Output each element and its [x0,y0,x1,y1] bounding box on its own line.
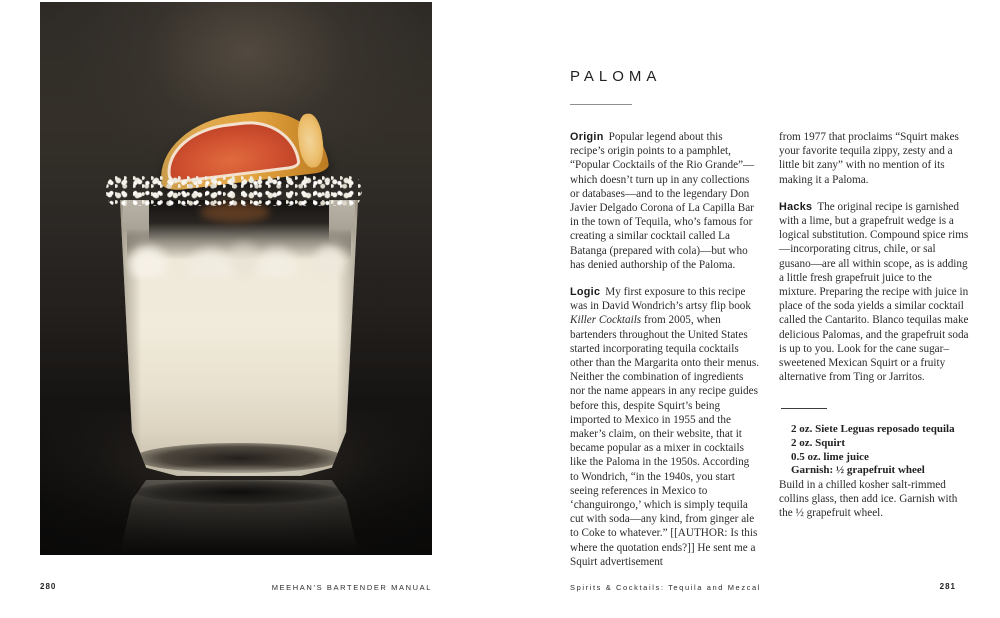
page-number-left: 280 [40,582,57,591]
logic-text-pre: My first exposure to this recipe was in David Wondrich’s artsy flip book [570,286,751,313]
running-footer-left: MEEHAN’S BARTENDER MANUAL [271,583,432,592]
ingredient-line: Garnish: ½ grapefruit wheel [791,464,925,477]
hacks-text: The original recipe is garnished with a lime, but a grapefruit wedge is a logical substitution. Compound spice rims—incorporating citrus, chile, or sal gusano—are all within scope, as is adding a little fresh grapefruit juice to the mixture. Preparing the recipe with juice in place of the soda yields a similar cocktail called the Cantarito. Blanco tequilas make delicious Palomas, and the grapefruit soda is up to you. Look for the cane sugar–sweetened Mexican Squirt or a fruity alternative from Ting or Jarritos. [779,200,969,384]
logic-continuation-paragraph: from 1977 that proclaims “Squirt makes your favorite tequila zippy, zesty and a little bit zany” with no mention of its making it a Paloma. [779,131,959,186]
recipe-title: PALOMA [570,68,662,85]
origin-text: Popular legend about this recipe’s origin points to a pamphlet, “Popular Cocktails of the Rio Grande”—which doesn’t turn up in any collections or databases—and to the legendary Don Javier Delgado Corona of La Capilla Bar in the town of Tequila, who’s famous for creating a similar cocktail called La Batanga (prepared with cola)—but who has denied authorship of the Paloma. [570,131,755,271]
article-column-1 [570,130,760,582]
running-footer-right: Spirits & Cocktails: Tequila and Mezcal [570,583,762,592]
article-column-2 [779,130,969,582]
logic-paragraph [570,285,760,569]
ingredient-line: 2 oz. Siete Leguas reposado tequila [791,423,955,436]
hacks-paragraph [779,200,969,385]
recipe-instructions: Build in a chilled kosher salt-rimmed collins glass, then add ice. Garnish with the ½ grapefruit wheel. [779,478,958,520]
logic-label: Logic [570,286,601,299]
article-columns [570,130,969,582]
hacks-label: Hacks [779,200,813,213]
cocktail-photo [40,2,432,555]
title-rule [570,104,632,105]
recipe-ingredients [779,423,969,477]
origin-paragraph [570,130,760,272]
recipe-divider [781,408,827,409]
ingredient-line: 0.5 oz. lime juice [791,450,869,463]
photo-vignette [40,2,432,555]
page-number-right: 281 [939,582,956,591]
origin-label: Origin [570,131,604,143]
logic-text-post: from 2005, when bartenders throughout the United States started incorporating tequila cocktails other than the Margarita onto their menus. Neither the combination of ingredients nor the name appears in any recipe guides before this, despite Squirt’s being imported to Mexico in 1955 and the maker’s claim, on their website, that it became popular as a mixer in cocktails like the Paloma in the 1950s. According to Wondrich, “in the 1940s, you start seeing references in Mexico to ‘changuirongo,’ which is simply tequila cut with soda—any kind, from ginger ale to Coke to whatever.” [[AUTHOR: Is this where the quotation ends?]] He sent me a Squirt advertisement [570,314,759,568]
ingredient-line: 2 oz. Squirt [791,437,846,450]
logic-book-title: Killer Cocktails [570,314,642,327]
